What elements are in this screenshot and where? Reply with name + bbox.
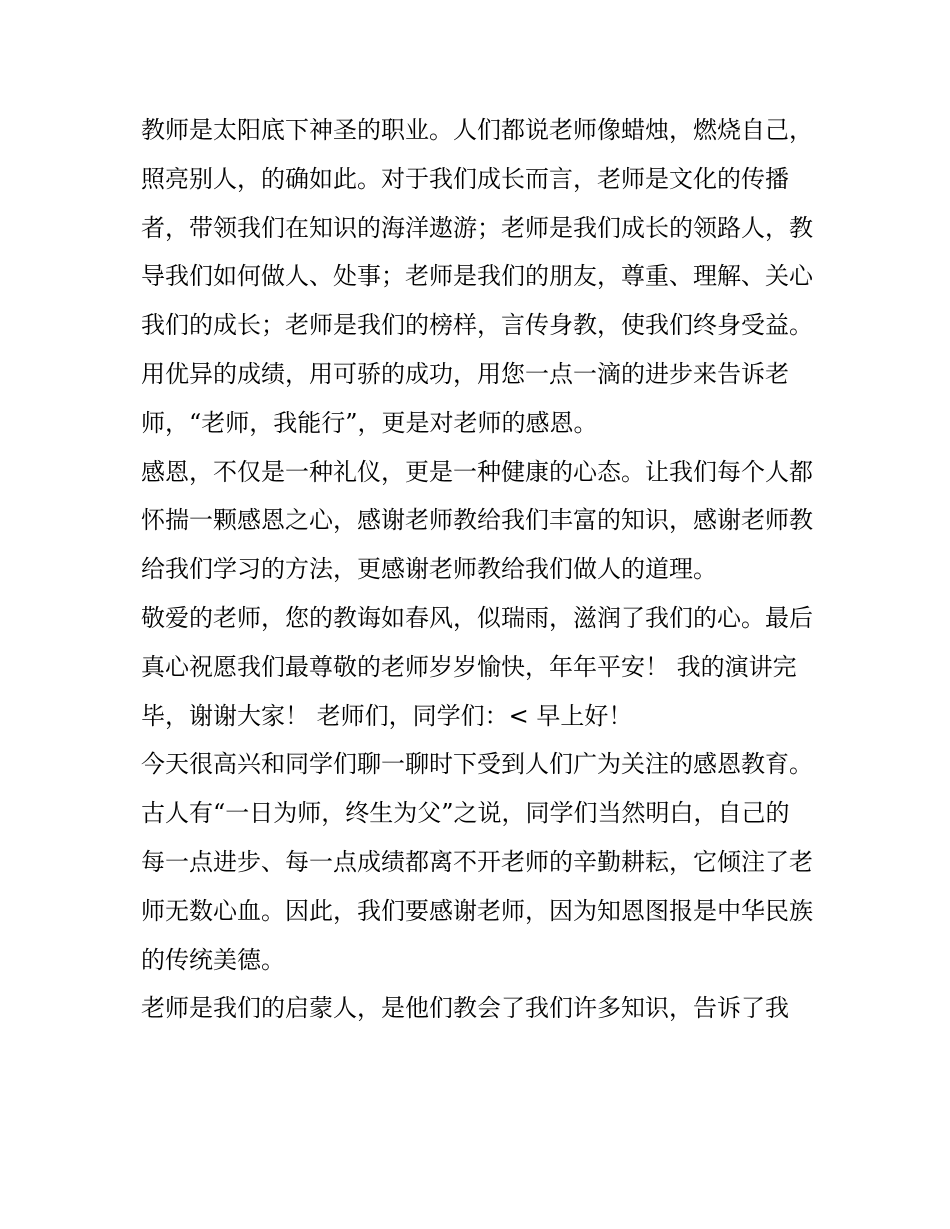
paragraph-2: 用优异的成绩，用可骄的成功，用您一点一滴的进步来告诉老师，“老师，我能行”，更是对老师的感恩。: [141, 359, 789, 437]
paragraph-5: 今天很高兴和同学们聊一聊时下受到人们广为关注的感恩教育。古人有“一日为师，终生为父”之说，同学们当然明白，自己的每一点进步、每一点成绩都离不开老师的辛勤耕耘，它倾注了老师无数心血。因此，我们要感谢老师，因为知恩图报是中华民族的传统美德。: [141, 750, 813, 974]
paragraph-1: 教师是太阳底下神圣的职业。人们都说老师像蜡烛，燃烧自己，照亮别人，的确如此。对于我们成长而言，老师是文化的传播者，带领我们在知识的海洋遨游；老师是我们成长的领路人，教导我们如何做人、处事；老师是我们的朋友，尊重、理解、关心我们的成长；老师是我们的榜样，言传身教，使我们终身受益。: [141, 116, 813, 340]
paragraph-3: 感恩，不仅是一种礼仪，更是一种健康的心态。让我们每个人都怀揣一颗感恩之心，感谢老师教给我们丰富的知识，感谢老师教给我们学习的方法，更感谢老师教给我们做人的道理。: [141, 457, 813, 584]
paragraph-4: 敬爱的老师，您的教诲如春风，似瑞雨，滋润了我们的心。最后真心祝愿我们最尊敬的老师岁岁愉快，年年平安！ 我的演讲完毕，谢谢大家！ 老师们，同学们：< 早上好！: [141, 603, 813, 730]
paragraph-6: 老师是我们的启蒙人，是他们教会了我们许多知识，告诉了我: [141, 994, 789, 1023]
document-body: [141, 106, 813, 1033]
